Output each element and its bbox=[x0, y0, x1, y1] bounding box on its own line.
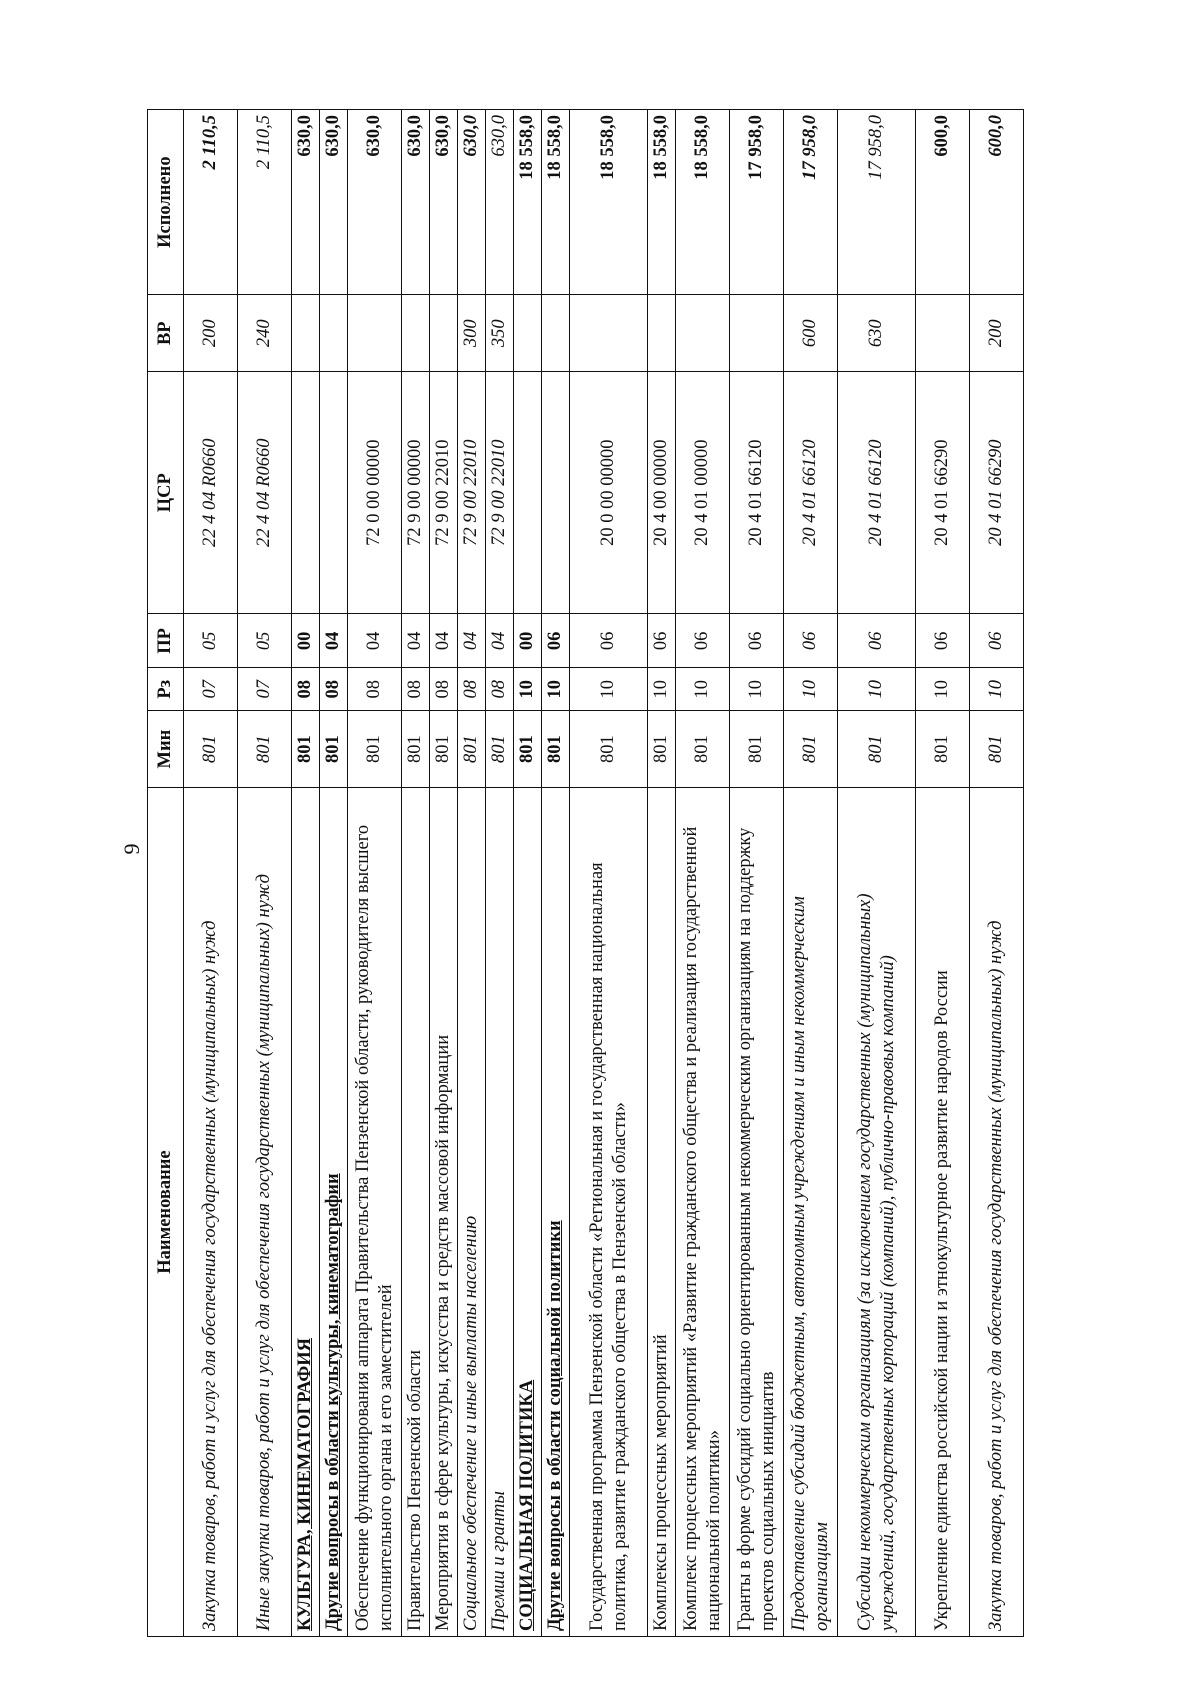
row-rz: 10 bbox=[838, 668, 916, 711]
row-csr: 22 4 04 R0660 bbox=[238, 372, 292, 614]
row-vr bbox=[542, 295, 570, 372]
row-vr: 350 bbox=[486, 295, 514, 372]
row-name: Иные закупки товаров, работ и услуг для обеспечения государственных (муниципальных) нужд bbox=[238, 788, 292, 1637]
row-vr bbox=[430, 295, 458, 372]
row-rz: 10 bbox=[970, 668, 1024, 711]
header-rz: Рз bbox=[148, 668, 184, 711]
row-vr: 200 bbox=[184, 295, 238, 372]
table-row bbox=[730, 110, 784, 1637]
row-name: Укрепление единства российской нации и этнокультурное развитие народов России bbox=[916, 788, 970, 1637]
row-csr bbox=[542, 372, 570, 614]
row-pr: 06 bbox=[784, 614, 838, 668]
header-vr: ВР bbox=[148, 295, 184, 372]
row-pr: 06 bbox=[648, 614, 676, 668]
row-csr: 20 4 01 66120 bbox=[838, 372, 916, 614]
row-vr bbox=[916, 295, 970, 372]
table-row bbox=[458, 110, 486, 1637]
row-csr: 72 9 00 22010 bbox=[486, 372, 514, 614]
row-rz: 07 bbox=[238, 668, 292, 711]
row-min: 801 bbox=[970, 711, 1024, 788]
row-name: Закупка товаров, работ и услуг для обеспечения государственных (муниципальных) нужд bbox=[970, 788, 1024, 1637]
table-row bbox=[514, 110, 542, 1637]
table-row bbox=[184, 110, 238, 1637]
row-vr bbox=[348, 295, 402, 372]
row-name: Предоставление субсидий бюджетным, автономным учреждениям и иным некоммерческим организациям bbox=[784, 788, 838, 1637]
row-min: 801 bbox=[348, 711, 402, 788]
row-csr bbox=[292, 372, 320, 614]
row-min: 801 bbox=[430, 711, 458, 788]
row-min: 801 bbox=[292, 711, 320, 788]
row-amount: 2 110,5 bbox=[238, 110, 292, 295]
row-rz: 10 bbox=[730, 668, 784, 711]
row-csr: 20 4 01 66120 bbox=[784, 372, 838, 614]
row-min: 801 bbox=[486, 711, 514, 788]
row-pr: 05 bbox=[184, 614, 238, 668]
table-row bbox=[486, 110, 514, 1637]
row-vr: 240 bbox=[238, 295, 292, 372]
row-csr: 20 4 00 00000 bbox=[648, 372, 676, 614]
row-name: Государственная программа Пензенской области «Региональная и государственная национальная политика, развитие гражданского общества в Пензенской области» bbox=[570, 788, 648, 1637]
row-pr: 06 bbox=[916, 614, 970, 668]
row-min: 801 bbox=[838, 711, 916, 788]
row-csr: 20 4 01 66120 bbox=[730, 372, 784, 614]
row-amount: 630,0 bbox=[486, 110, 514, 295]
row-csr: 20 4 01 66290 bbox=[970, 372, 1024, 614]
row-amount: 600,0 bbox=[970, 110, 1024, 295]
table-row bbox=[838, 110, 916, 1637]
row-name: Закупка товаров, работ и услуг для обеспечения государственных (муниципальных) нужд bbox=[184, 788, 238, 1637]
table-header-row bbox=[148, 110, 184, 1637]
row-pr: 06 bbox=[570, 614, 648, 668]
row-vr bbox=[730, 295, 784, 372]
row-pr: 04 bbox=[486, 614, 514, 668]
row-name: Гранты в форме субсидий социально ориентированным некоммерческим организациям на поддержку проектов социальных инициатив bbox=[730, 788, 784, 1637]
table-row bbox=[320, 110, 348, 1637]
row-rz: 08 bbox=[430, 668, 458, 711]
row-amount: 600,0 bbox=[916, 110, 970, 295]
row-min: 801 bbox=[320, 711, 348, 788]
row-min: 801 bbox=[514, 711, 542, 788]
row-name: Правительство Пензенской области bbox=[402, 788, 430, 1637]
row-min: 801 bbox=[676, 711, 730, 788]
row-rz: 08 bbox=[402, 668, 430, 711]
row-pr: 05 bbox=[238, 614, 292, 668]
row-amount: 18 558,0 bbox=[648, 110, 676, 295]
row-pr: 00 bbox=[514, 614, 542, 668]
row-amount: 18 558,0 bbox=[570, 110, 648, 295]
row-pr: 04 bbox=[348, 614, 402, 668]
row-rz: 10 bbox=[676, 668, 730, 711]
row-min: 801 bbox=[238, 711, 292, 788]
row-vr bbox=[402, 295, 430, 372]
row-amount: 18 558,0 bbox=[676, 110, 730, 295]
header-pr: ПР bbox=[148, 614, 184, 668]
table-row bbox=[348, 110, 402, 1637]
row-vr bbox=[648, 295, 676, 372]
table-row bbox=[784, 110, 838, 1637]
row-rz: 08 bbox=[320, 668, 348, 711]
row-rz: 10 bbox=[570, 668, 648, 711]
row-min: 801 bbox=[916, 711, 970, 788]
row-csr: 72 0 00 00000 bbox=[348, 372, 402, 614]
budget-table bbox=[147, 109, 1024, 1637]
header-min: Мин bbox=[148, 711, 184, 788]
table-row bbox=[402, 110, 430, 1637]
row-rz: 10 bbox=[648, 668, 676, 711]
row-rz: 08 bbox=[348, 668, 402, 711]
row-amount: 630,0 bbox=[348, 110, 402, 295]
table-row bbox=[676, 110, 730, 1637]
row-rz: 10 bbox=[916, 668, 970, 711]
row-csr bbox=[320, 372, 348, 614]
row-amount: 2 110,5 bbox=[184, 110, 238, 295]
row-amount: 18 558,0 bbox=[542, 110, 570, 295]
row-name: Премии и гранты bbox=[486, 788, 514, 1637]
row-min: 801 bbox=[784, 711, 838, 788]
row-vr bbox=[292, 295, 320, 372]
row-min: 801 bbox=[458, 711, 486, 788]
row-pr: 06 bbox=[730, 614, 784, 668]
row-name: Другие вопросы в области социальной политики bbox=[542, 788, 570, 1637]
rotated-page-content bbox=[147, 109, 1161, 1637]
row-amount: 17 958,0 bbox=[784, 110, 838, 295]
row-amount: 630,0 bbox=[402, 110, 430, 295]
row-amount: 630,0 bbox=[430, 110, 458, 295]
page-number: 9 bbox=[119, 843, 144, 855]
row-vr bbox=[514, 295, 542, 372]
row-csr: 20 4 01 00000 bbox=[676, 372, 730, 614]
row-vr bbox=[570, 295, 648, 372]
row-csr: 20 0 00 00000 bbox=[570, 372, 648, 614]
table-row bbox=[648, 110, 676, 1637]
row-rz: 10 bbox=[514, 668, 542, 711]
row-name: Социальное обеспечение и иные выплаты населению bbox=[458, 788, 486, 1637]
row-min: 801 bbox=[570, 711, 648, 788]
row-csr bbox=[514, 372, 542, 614]
row-pr: 06 bbox=[542, 614, 570, 668]
table-row bbox=[238, 110, 292, 1637]
row-rz: 10 bbox=[784, 668, 838, 711]
header-amount: Исполнено bbox=[148, 110, 184, 295]
row-min: 801 bbox=[730, 711, 784, 788]
row-rz: 07 bbox=[184, 668, 238, 711]
row-pr: 00 bbox=[292, 614, 320, 668]
row-vr: 300 bbox=[458, 295, 486, 372]
table-row bbox=[430, 110, 458, 1637]
row-csr: 22 4 04 R0660 bbox=[184, 372, 238, 614]
row-rz: 08 bbox=[458, 668, 486, 711]
table-row bbox=[292, 110, 320, 1637]
header-name: Наименование bbox=[148, 788, 184, 1637]
row-min: 801 bbox=[648, 711, 676, 788]
row-amount: 17 958,0 bbox=[838, 110, 916, 295]
row-pr: 04 bbox=[320, 614, 348, 668]
table-row bbox=[970, 110, 1024, 1637]
row-rz: 08 bbox=[486, 668, 514, 711]
row-csr: 72 9 00 22010 bbox=[430, 372, 458, 614]
row-name: Субсидии некоммерческим организациям (за исключением государственных (муниципальных) учреждений, государственных корпораций (компаний), публично-правовых компаний) bbox=[838, 788, 916, 1637]
row-amount: 630,0 bbox=[458, 110, 486, 295]
row-min: 801 bbox=[184, 711, 238, 788]
row-min: 801 bbox=[542, 711, 570, 788]
row-amount: 630,0 bbox=[320, 110, 348, 295]
row-name: СОЦИАЛЬНАЯ ПОЛИТИКА bbox=[514, 788, 542, 1637]
row-pr: 04 bbox=[402, 614, 430, 668]
table-row bbox=[542, 110, 570, 1637]
row-name: КУЛЬТУРА, КИНЕМАТОГРАФИЯ bbox=[292, 788, 320, 1637]
row-amount: 630,0 bbox=[292, 110, 320, 295]
row-csr: 72 9 00 00000 bbox=[402, 372, 430, 614]
row-vr: 600 bbox=[784, 295, 838, 372]
row-vr: 630 bbox=[838, 295, 916, 372]
row-pr: 06 bbox=[838, 614, 916, 668]
row-name: Мероприятия в сфере культуры, искусства и средств массовой информации bbox=[430, 788, 458, 1637]
row-name: Обеспечение функционирования аппарата Правительства Пензенской области, руководителя высшего исполнительного органа и его заместителей bbox=[348, 788, 402, 1637]
row-amount: 18 558,0 bbox=[514, 110, 542, 295]
row-vr: 200 bbox=[970, 295, 1024, 372]
table-row bbox=[570, 110, 648, 1637]
row-amount: 17 958,0 bbox=[730, 110, 784, 295]
row-pr: 06 bbox=[970, 614, 1024, 668]
row-name: Комплексы процессных мероприятий bbox=[648, 788, 676, 1637]
row-csr: 72 9 00 22010 bbox=[458, 372, 486, 614]
row-min: 801 bbox=[402, 711, 430, 788]
row-csr: 20 4 01 66290 bbox=[916, 372, 970, 614]
table-row bbox=[916, 110, 970, 1637]
row-vr bbox=[676, 295, 730, 372]
header-csr: ЦСР bbox=[148, 372, 184, 614]
row-vr bbox=[320, 295, 348, 372]
row-rz: 08 bbox=[292, 668, 320, 711]
row-name: Другие вопросы в области культуры, кинематографии bbox=[320, 788, 348, 1637]
row-pr: 04 bbox=[458, 614, 486, 668]
row-name: Комплекс процессных мероприятий «Развитие гражданского общества и реализация государственной национальной политики» bbox=[676, 788, 730, 1637]
row-pr: 04 bbox=[430, 614, 458, 668]
row-rz: 10 bbox=[542, 668, 570, 711]
row-pr: 06 bbox=[676, 614, 730, 668]
